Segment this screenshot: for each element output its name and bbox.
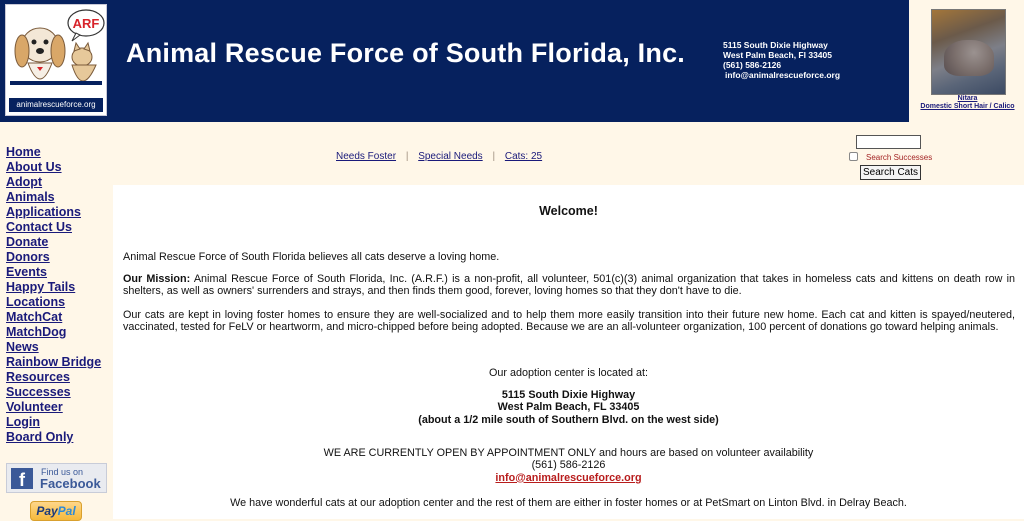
- sidebar-item-animals[interactable]: Animals: [6, 190, 55, 204]
- facebook-line2: Facebook: [40, 476, 101, 491]
- separator: |: [405, 151, 409, 162]
- closing-text: We have wonderful cats at our adoption center and the rest of them are either in foster homes or at PetSmart on Linton Blvd. in Delray Beach.: [230, 497, 907, 509]
- arf-logo[interactable]: [5, 4, 107, 116]
- mission-label: Our Mission:: [123, 273, 191, 285]
- sidebar-item-rainbow-bridge[interactable]: Rainbow Bridge: [6, 355, 102, 369]
- sidebar-item-news[interactable]: News: [6, 340, 39, 354]
- hours-block: [113, 447, 1024, 484]
- address-line1: 5115 South Dixie Highway: [501, 389, 636, 401]
- sidebar-item-volunteer[interactable]: Volunteer: [6, 400, 63, 414]
- featured-pet-photo[interactable]: [931, 9, 1006, 95]
- intro-paragraph: Animal Rescue Force of South Florida believes all cats deserve a loving home.: [123, 251, 500, 263]
- sidebar-item-board-only[interactable]: Board Only: [6, 430, 74, 444]
- phone-text: (561) 586-2126: [531, 459, 606, 472]
- contact-phone: (561) 586-2126: [723, 60, 782, 70]
- sidebar-item-contact-us[interactable]: Contact Us: [6, 220, 72, 234]
- separator: |: [492, 151, 496, 162]
- site-header: [0, 0, 1024, 122]
- logo-caption: animalrescueforce.org: [9, 98, 103, 112]
- paypal-button[interactable]: [30, 501, 82, 521]
- facebook-icon: f: [11, 468, 33, 489]
- cats-count-link[interactable]: Cats: 25: [504, 151, 543, 162]
- featured-pet: [907, 0, 1024, 122]
- dog-and-cat-logo-icon: [6, 5, 106, 97]
- sidebar-item-login[interactable]: Login: [6, 415, 41, 429]
- location-intro: Our adoption center is located at:: [488, 367, 649, 379]
- email-link[interactable]: info@animalrescueforce.org: [495, 471, 642, 484]
- sidebar-item-successes[interactable]: Successes: [6, 385, 71, 399]
- mission-paragraph: [123, 273, 1015, 298]
- search-input[interactable]: [856, 135, 921, 149]
- address-line3: (about a 1/2 mile south of Southern Blvd. on the west side): [418, 413, 719, 426]
- header-contact: [723, 40, 840, 80]
- sidebar-item-donors[interactable]: Donors: [6, 250, 50, 264]
- special-needs-link[interactable]: Special Needs: [418, 151, 483, 162]
- site-title: Animal Rescue Force of South Florida, Inc.: [126, 38, 685, 68]
- sidebar-item-events[interactable]: Events: [6, 265, 47, 279]
- sidebar-item-applications[interactable]: Applications: [6, 205, 82, 219]
- logo-badge-text: ARF: [72, 16, 100, 31]
- top-links: [336, 151, 542, 162]
- sidebar-item-matchcat[interactable]: MatchCat: [6, 310, 63, 324]
- mission-text: Animal Rescue Force of South Florida, Inc. (A.R.F.) is a non-profit, all volunteer, 501(c)(3) animal organization that takes in homeless cats and kittens on death row in shelters, as well as owners' surrenders and strays, and then finds them good, forever, loving homes so that they don't have to die.: [123, 273, 1015, 298]
- needs-foster-link[interactable]: Needs Foster: [336, 151, 397, 162]
- cat-photo-icon: [944, 40, 994, 76]
- search-cats-button[interactable]: Search Cats: [860, 165, 921, 180]
- sidebar-item-resources[interactable]: Resources: [6, 370, 70, 384]
- facebook-line1: Find us on: [41, 467, 84, 477]
- paypal-pay-text: Pay: [36, 504, 58, 518]
- contact-street: 5115 South Dixie Highway: [723, 40, 828, 50]
- contact-email: info@animalrescueforce.org: [725, 70, 841, 80]
- contact-city: West Palm Beach, Fl 33405: [723, 50, 832, 60]
- sidebar-item-locations[interactable]: Locations: [6, 295, 66, 309]
- featured-pet-breed-link[interactable]: Domestic Short Hair / Calico: [920, 103, 1015, 110]
- main-content: [113, 185, 1024, 519]
- sidebar-item-donate[interactable]: Donate: [6, 235, 49, 249]
- featured-pet-name-link[interactable]: Nitara: [957, 95, 978, 102]
- search-successes-checkbox[interactable]: [849, 152, 858, 161]
- search-successes-label: Search Successes: [866, 153, 933, 162]
- paypal-pal-text: Pal: [57, 504, 76, 518]
- sidebar-item-happy-tails[interactable]: Happy Tails: [6, 280, 76, 294]
- foster-paragraph: Our cats are kept in loving foster homes to ensure they are well-socialized and to help them more easily transition into their future new home. Each cat and kitten is spayed/neutered, vaccinated, tested for FeLV or heartworm, and micro-chipped before being adopted. Because we are an all-volunteer organization, 100 percent of donations go toward helping animals.: [123, 309, 1015, 334]
- sidebar-item-adopt[interactable]: Adopt: [6, 175, 43, 189]
- hours-text: WE ARE CURRENTLY OPEN BY APPOINTMENT ONLY and hours are based on volunteer availability: [323, 447, 814, 459]
- address-line2: West Palm Beach, FL 33405: [497, 401, 640, 414]
- sidebar-item-home[interactable]: Home: [6, 145, 41, 159]
- facebook-button[interactable]: [6, 463, 107, 493]
- adoption-center-address: [113, 389, 1024, 426]
- sidebar-item-matchdog[interactable]: MatchDog: [6, 325, 67, 339]
- page-title: Welcome!: [539, 204, 598, 218]
- sidebar-item-about-us[interactable]: About Us: [6, 160, 62, 174]
- sidebar-nav: [6, 145, 106, 445]
